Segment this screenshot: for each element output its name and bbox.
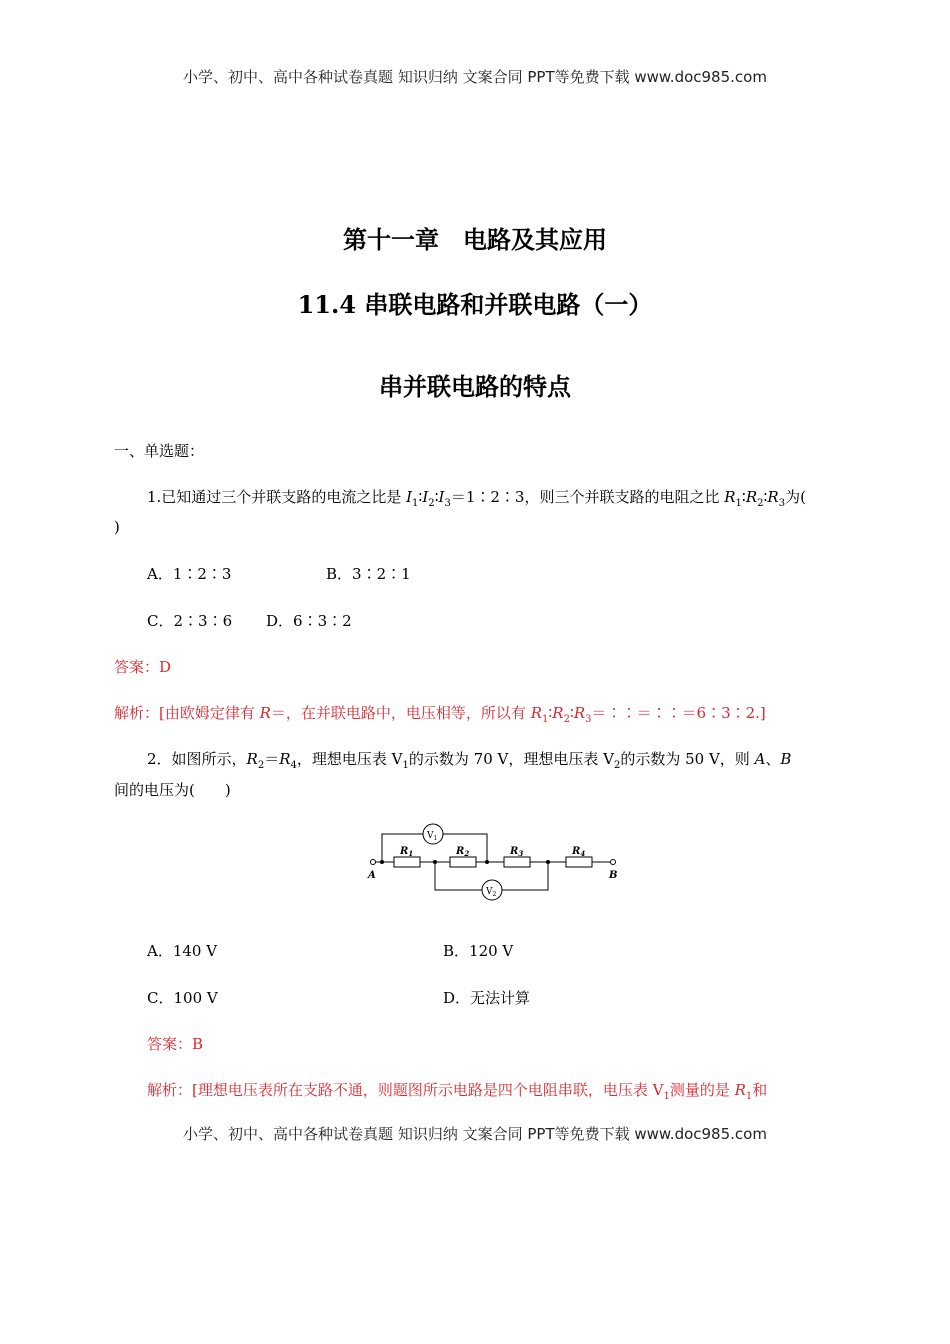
question-1-stem-end: ) <box>114 518 120 536</box>
q1-option-d[interactable]: D．6∶3∶2 <box>266 612 352 630</box>
label-r4: $R_4$ <box>572 846 586 858</box>
q2-option-a[interactable]: A．140 V <box>147 942 218 960</box>
junction <box>433 860 437 864</box>
resistor-r3 <box>504 857 530 867</box>
q2-answer: 答案：B <box>147 1035 204 1053</box>
label-r3: $R_3$ <box>510 846 524 858</box>
label-a: A <box>368 870 376 881</box>
label-b: B <box>609 870 618 881</box>
junction <box>546 860 550 864</box>
q2-option-c[interactable]: C．100 V <box>147 989 218 1007</box>
q1-analysis: 解析：[由欧姆定律有 R＝，在并联电路中，电压相等，所以有 $R_1∶R_2∶R_3=∶∶=∶∶=6∶3∶2$.] <box>114 704 766 725</box>
page-footer: 小学、初中、高中各种试卷真题 知识归纳 文案合同 PPT等免费下载 www.doc985.com <box>183 1125 767 1143</box>
terminal-a <box>371 860 376 865</box>
terminal-b <box>611 860 616 865</box>
question-2-stem-end: 间的电压为( ) <box>114 781 231 799</box>
junction <box>380 860 384 864</box>
label-r2: $R_2$ <box>456 846 470 858</box>
q1-option-b[interactable]: B．3∶2∶1 <box>326 565 411 583</box>
label-v1: $V_1$ <box>427 831 438 842</box>
q1-option-c[interactable]: C．2∶3∶6 <box>147 612 233 630</box>
q1-option-a[interactable]: A．1∶2∶3 <box>147 565 232 583</box>
wire-v2-right <box>502 862 548 890</box>
resistor-r1 <box>394 857 420 867</box>
resistor-r4 <box>566 857 592 867</box>
label-r1: $R_1$ <box>400 846 414 858</box>
q1-text: 1.已知通过三个并联支路的电流之比是 <box>147 488 407 506</box>
chapter-title: 第十一章 电路及其应用 <box>343 225 607 254</box>
circuit-diagram <box>360 822 630 904</box>
page-header: 小学、初中、高中各种试卷真题 知识归纳 文案合同 PPT等免费下载 www.doc985.com <box>183 68 767 86</box>
question-1-stem: 1.已知通过三个并联支路的电流之比是 $I_1∶I_2∶I_3=1∶2∶3$，则三个并联支路的电阻之比 $R_1∶R_2∶R_3$为( <box>147 488 806 509</box>
q2-analysis: 解析：[理想电压表所在支路不通，则题图所示电路是四个电阻串联，电压表 $V_1$测量的是 $R_1$和 <box>147 1081 768 1102</box>
lesson-title: 11.4 串联电路和并联电路（一） <box>297 290 653 319</box>
q1-answer: 答案：D <box>114 658 172 676</box>
q2-option-d[interactable]: D．无法计算 <box>443 989 531 1007</box>
junction <box>485 860 489 864</box>
topic-title: 串并联电路的特点 <box>379 372 571 401</box>
sym-i: I <box>406 488 413 506</box>
label-v2: $V_2$ <box>486 887 497 898</box>
wire-v2-left <box>435 862 482 890</box>
question-2-stem: 2．如图所示，$R_2=R_4$，理想电压表 $V_1$的示数为 70 V，理想电压表 $V_2$的示数为 50 V，则 A、B <box>147 750 792 771</box>
section-heading: 一、单选题： <box>114 442 205 460</box>
q2-option-b[interactable]: B．120 V <box>443 942 514 960</box>
resistor-r2 <box>450 857 476 867</box>
